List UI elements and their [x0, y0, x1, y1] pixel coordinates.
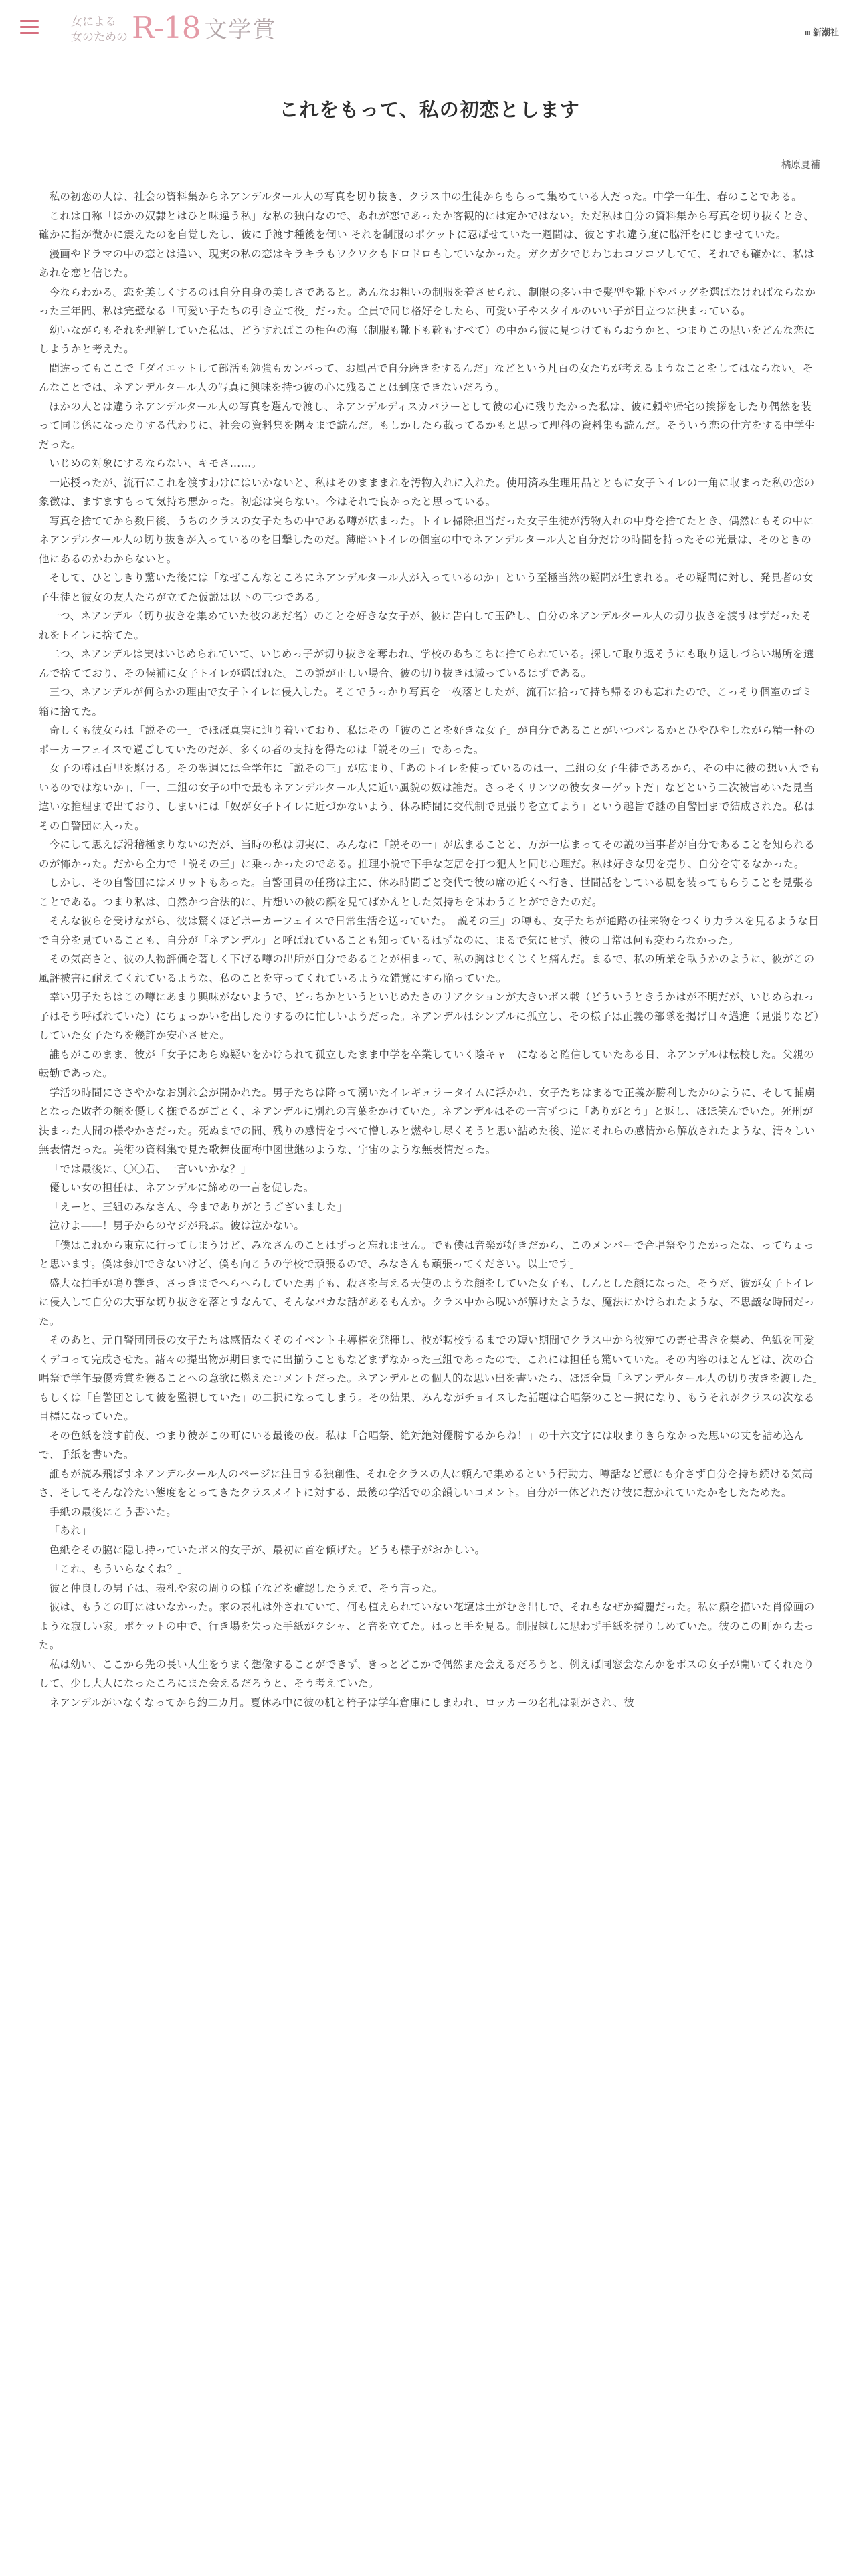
story-paragraph: 彼は、もうこの町にはいなかった。家の表札は外されていて、何も植えられていない花壇は土がむき出しで、それもなぜか綺麗だった。私に顔を描いた肖像画のような寂しい家。ポケットの中で、行き場を失った手紙がクシャ、と音を立てた。はっと手を見る。制服越しに思わず手紙を握りしめていた。彼のこの町から去った。	[39, 1601, 815, 1651]
story-paragraph: 一つ、ネアンデル（切り抜きを集めていた彼のあだ名）のことを好きな女子が、彼に告白して玉砕し、自分のネアンデルタール人の切り抜きを渡すはずだったそれをトイレに捨てた。	[39, 610, 812, 641]
story-paragraph: 「これ、もういらなくね？」	[49, 1563, 189, 1575]
publisher-mark-icon: ⊞	[804, 29, 811, 37]
story-paragraph: 盛大な拍手が鳴り響き、さっきまでへらへらしていた男子も、殺さを与える天使のような顔をしていた女子も、しんとした顔になった。そうだ、彼が女子トイレに侵入して自分の大事な切り抜きを落とすなんて、そんなバカな話があるもんか。クラス中から呪いが解けたような、魔法にかけられたような、不思議な時間だった。	[39, 1277, 815, 1327]
logo-award: 文学賞	[204, 17, 277, 43]
story-paragraph: 学活の時間にささやかなお別れ会が開かれた。男子たちは降って湧いたイレギュラータイムに浮かれ、女子たちはまるで正義が勝利したかのように、そして捕虜となった敗者の顔を優しく撫でるがごとく、ネアンデルに別れの言葉をかけていた。ネアンデルはその一言ずつに「ありがとう」と返し、ほほ笑んでいた。死刑が決まった人間の様やかさだった。死ぬまでの間、残りの感情をすべて憎しみと燃やし尽くそうと思い詰めた後、逆にそれらの感情から解放されたような、清々しい無表情だった。美術の資料集で見た歌舞伎面梅中図世継のような、宇宙のような無表情だった。	[39, 1086, 816, 1156]
story-paragraph: 誰もが読み飛ばすネアンデルタール人のページに注目する独創性、それをクラスの人に頼んで集めるという行動力、噂話など意にも介さず自分を持ち続ける気高さ、そしてそんな冷たい態度をとってきたクラスメイトに対する、最後の学活での余韻しいコメント。自分が一体どれだけ彼に惹かれていたかをしたためた。	[39, 1467, 813, 1499]
story-paragraph: 私は幼い、ここから先の長い人生をうまく想像することができず、きっとどこかで偶然また会えるだろうと、例えば同窓会なんかをボスの女子が開いてくれたりして、少し大人になったころにまた会えるだろうと、そう考えていた。	[39, 1658, 815, 1689]
story-paragraph: 「あれ」	[49, 1525, 92, 1537]
logo-subtitle	[71, 15, 128, 45]
story-paragraph: そのあと、元自警団団長の女子たちは感情なくそのイベント主導権を発揮し、彼が転校するまでの短い期間でクラス中から彼宛ての寄せ書きを集め、色紙を可愛くデコって完成させた。諸々の提出物が期日までに出揃うこともなどまずなかった三組であったので、これには担任も驚いていた。その内容のほとんどは、次の合唱祭で学年最優秀賞を獲ることへの意欲に燃えたコメントだった。ネアンデルとの個人的な思い出を書いたら、ほぼ全員「ネアンデルタール人の切り抜きを渡した」もしくは「自警団として彼を監視していた」の二択になってしまう。その結果、みんながチョイスした話題は合唱祭のことー択になり、もうそれがクラスの次なる目標になっていた。	[39, 1334, 818, 1422]
story-paragraph: ほかの人とは違うネアンデルタール人の写真を選んで渡し、ネアンデルディスカバラーとして彼の心に残りたかった私は、彼に頼や帰宅の挨拶をしたり偶然を装って同じ係になったりする代わりに、社会の資料集を隅々まで読んだ。もしかしたら載ってるかもと思って理科の資料集も読んだ。そういう恋の仕方をする中学生だった。	[39, 400, 816, 451]
story-paragraph: ネアンデルがいなくなってから約二カ月。夏休み中に彼の机と椅子は学年倉庫にしまわれ、ロッカーの名札は剥がされ、彼	[49, 1696, 635, 1709]
story-paragraph: 写真を捨ててから数日後、うちのクラスの女子たちの中である噂が広まった。トイレ掃除担当だった女子生徒が汚物入れの中身を捨てたとき、偶然にもその中にネアンデルタール人の切り抜きが入っているのを目撃したのだ。薄暗いトイレの個室の中でネアンデルタール人と自分だけの時間を持ったその光景は、そのときの他にあるのかわからないと。	[39, 514, 814, 565]
story-paragraph: しかし、その自警団にはメリットもあった。自警団員の任務は主に、休み時間ごと交代で彼の席の近くへ行き、世間話をしている風を装ってもらうことを見張ることである。つまり私は、自然かつ合法的に、片想いの彼の顔を見てばかんとした気持ちを味わうことができたのだ。	[39, 877, 814, 908]
story-paragraph: そして、ひとしきり驚いた後には「なぜこんなところにネアンデルタール人が入っているのか」という至極当然の疑問が生まれる。その疑問に対し、発見者の女子生徒と彼女の友人たちが立てた仮説は以下の三つである。	[39, 572, 814, 603]
story-paragraph: 今にして思えば滑稽極まりないのだが、当時の私は切実に、みんなに「説その一」が広まることと、万が一広まってその説の当事者が自分であることを知られるのが怖かった。だから全力で「説その三」に乗っかったのである。推理小説で下手な芝居を打つ犯人と同じ心理だ。私は好きな男を売り、自分を守るなかった。	[39, 839, 816, 870]
story-paragraph: 優しい女の担任は、ネアンデルに締めの一言を促した。	[49, 1182, 314, 1194]
story-paragraph: 奇しくも彼女らは「説その一」でほぼ真実に辿り着いており、私はその「彼のことを好きな女子」が自分であることがいつバレるかとひやひやしながら精一杯のポーカーフェイスで過ごしていたのだが、多くの者の支持を得たのは「説その三」であった。	[39, 724, 816, 756]
story-paragraph: これは自称「ほかの奴隷とはひと味違う私」な私の独白なので、あれが恋であったか客観的には定かではない。ただ私は自分の資料集から写真を切り抜くとき、確かに指が微かに震えたのを自覚したし、彼に手渡す種後を伺い それを制服のポケットに忍ばせていた一週間は、彼とすれ違う度に脇汗をにじませていた。	[39, 209, 815, 241]
story-title: これをもって、私の初恋とします	[279, 98, 580, 121]
site-header	[0, 0, 859, 64]
story-paragraph: いじめの対象にするならない、キモさ……。	[49, 457, 262, 469]
story-paragraph: 「では最後に、〇〇君、一言いいかな？」	[49, 1162, 252, 1175]
story-paragraph: 私の初恋の人は、社会の資料集からネアンデルタール人の写真を切り抜き、クラス中の生徒からもらって集めている人だった。中学一年生、春のことである。	[49, 191, 802, 203]
publisher-name: 新潮社	[812, 28, 839, 38]
story-paragraph: 幼いながらもそれを理解していた私は、どうすればこの相色の海（制服も靴下も靴もすべて）の中から彼に見つけてもらおうかと、つまりこの思いをどんな恋にしようかと考えた。	[39, 324, 815, 355]
story-paragraph: そんな彼らを受けながら、彼は驚くほどポーカーフェイスで日常生活を送っていた。「説その三」の噂も、女子たちが通路の往来物をつくり力ラスを見るような目で自分を見ていることも、自分が「ネアンデル」と呼ばれていることも知っているはずなのに、まるで気にせず、彼の日常は何も変わらなかった。	[39, 915, 819, 946]
story-paragraph: 泣けよ――！男子からのヤジが飛ぶ。彼は泣かない。	[49, 1220, 305, 1232]
logo-line1: 女による	[71, 15, 116, 29]
site-logo[interactable]	[71, 11, 276, 45]
story-paragraph: その色紙を渡す前夜、つまり彼がこの町にいる最後の夜。私は「合唱祭、絶対絶対優勝するからね！」の十六文字には収まりきらなかった思いの丈を詰め込んで、手紙を書いた。	[39, 1429, 805, 1461]
story-paragraph: 三つ、ネアンデルが何らかの理由で女子トイレに侵入した。そこでうっかり写真を一枚落としたが、流石に拾って持ち帰るのも忘れたので、こっそり個室のゴミ箱に捨てた。	[39, 686, 813, 718]
story-paragraph: 間違ってもここで「ダイエットして部活も勉強もカンバって、お風呂で自分磨きをするんだ」などという凡百の女たちが考えるようなことをしてはならない。そんなことでは、ネアンデルタール人の写真に興味を持つ彼の心に残ることは到底できないだろう。	[39, 362, 814, 393]
story-body	[39, 187, 820, 1712]
story-paragraph: 今ならわかる。恋を美しくするのは自分自身の美しさであると。あんなお粗いの制服を着させられ、制限の多い中で髪型や靴下やバッグを選ばなければならなかった三年間、私は完璧なる「可愛い子たちの引き立て役」だった。全員で同じ格好をしたら、可愛い子やスタイルのいい子が目立つに決まっている。	[39, 286, 816, 317]
story-paragraph: 「えーと、三組のみなさん、今までありがとうございました」	[49, 1200, 348, 1213]
publisher-logo[interactable]	[805, 25, 839, 38]
story-paragraph: 漫画やドラマの中の恋とは違い、現実の私の恋はキラキラもワクワクもドロドロもしていなかった。ガクガクでじわじわコソコソしてて、それでも確かに、私はあれを恋と信じた。	[39, 247, 815, 279]
story-paragraph: 色紙をその脇に隠し持っていたボス的女子が、最初に首を傾げた。どうも様子がおかしい。	[49, 1543, 486, 1556]
story-paragraph: 彼と仲良しの男子は、表札や家の周りの様子などを確認したうえで、そう言った。	[49, 1582, 443, 1594]
story-paragraph: その気高さと、彼の人物評価を著しく下げる噂の出所が自分であることが相まって、私の胸はじくじくと痛んだ。まるで、私の所業を臥うかのように、彼がこの風評被害に耐えてくれているような、私のことを守ってくれているような錯覚にすら陥っていた。	[39, 953, 815, 984]
story-paragraph: 二つ、ネアンデルは実はいじめられていて、いじめっ子が切り抜きを奪われ、学校のあちこちに捨てられている。探して取り返そうにも取り返しづらい場所を選んで捨てており、その候補に女子トイレが選ばれた。この説が正しい場合、彼の切り抜きは減っているはずである。	[39, 648, 814, 679]
story-paragraph: 手紙の最後にこう書いた。	[49, 1505, 177, 1518]
logo-brand: R-18	[132, 10, 201, 45]
story-paragraph: 幸い男子たちはこの噂にあまり興味がないようで、どっちかというといじめたさのリアクションが大きいボス戦（どういうときうかはが不明だが、いじめられっ子はそう呼ばれていた）にちょっかいを出したりするのに忙しいようだった。ネアンデルはシンプルに孤立し、その様子は正義の部隊を掲げ日々邁進（見張りなど）していた女子たちを幾許か安心させた。	[39, 991, 820, 1041]
story-paragraph: 「僕はこれから東京に行ってしまうけど、みなさんのことはずっと忘れません。でも僕は音楽が好きだから、このメンバーで合唱祭やりたかったな、ってちょっと思います。僕は参加できないけど、僕も向こうの学校で頑張るので、みなさんも頑張ってください。以上です」	[39, 1239, 815, 1270]
author-name: 橘原夏補	[781, 160, 820, 171]
hamburger-menu-icon[interactable]	[20, 20, 39, 35]
story-paragraph: 誰もがこのまま、彼が「女子にあらぬ疑いをかけられて孤立したまま中学を卒業していく陰キャ」になると確信していたある日、ネアンデルは転校した。父親の転勤であった。	[39, 1048, 814, 1079]
story-paragraph: 一応授ったが、流石にこれを渡すわけにはいかないと、私はそのまままれを汚物入れに入れた。使用済み生理用品とともに女子トイレの一角に収まった私の恋の象徴は、ますますもって気持ち悪かった。初恋は実らない。今はそれで良かったと思っている。	[39, 476, 815, 508]
logo-line2: 女のための	[71, 31, 128, 44]
story-paragraph: 女子の噂は百里を駆ける。その翌週には全学年に「説その三」が広まり、「あのトイレを使っているのは一、二組の女子生徒であるから、その中に彼の想い人でもいるのではないか」、「一、二組の女子の中で最もネアンデルタール人に近い風貌の奴は誰だ。さっそくリンツの彼女ターゲットだ」などという二次被害めいた見当違いな推理まで出ており、しまいには「奴が女子トイレに近づかないよう、休み時間に交代制で見張りを立てよう」という趣旨で謎の自警団まで結成された。私はその自警団に入った。	[39, 762, 820, 832]
